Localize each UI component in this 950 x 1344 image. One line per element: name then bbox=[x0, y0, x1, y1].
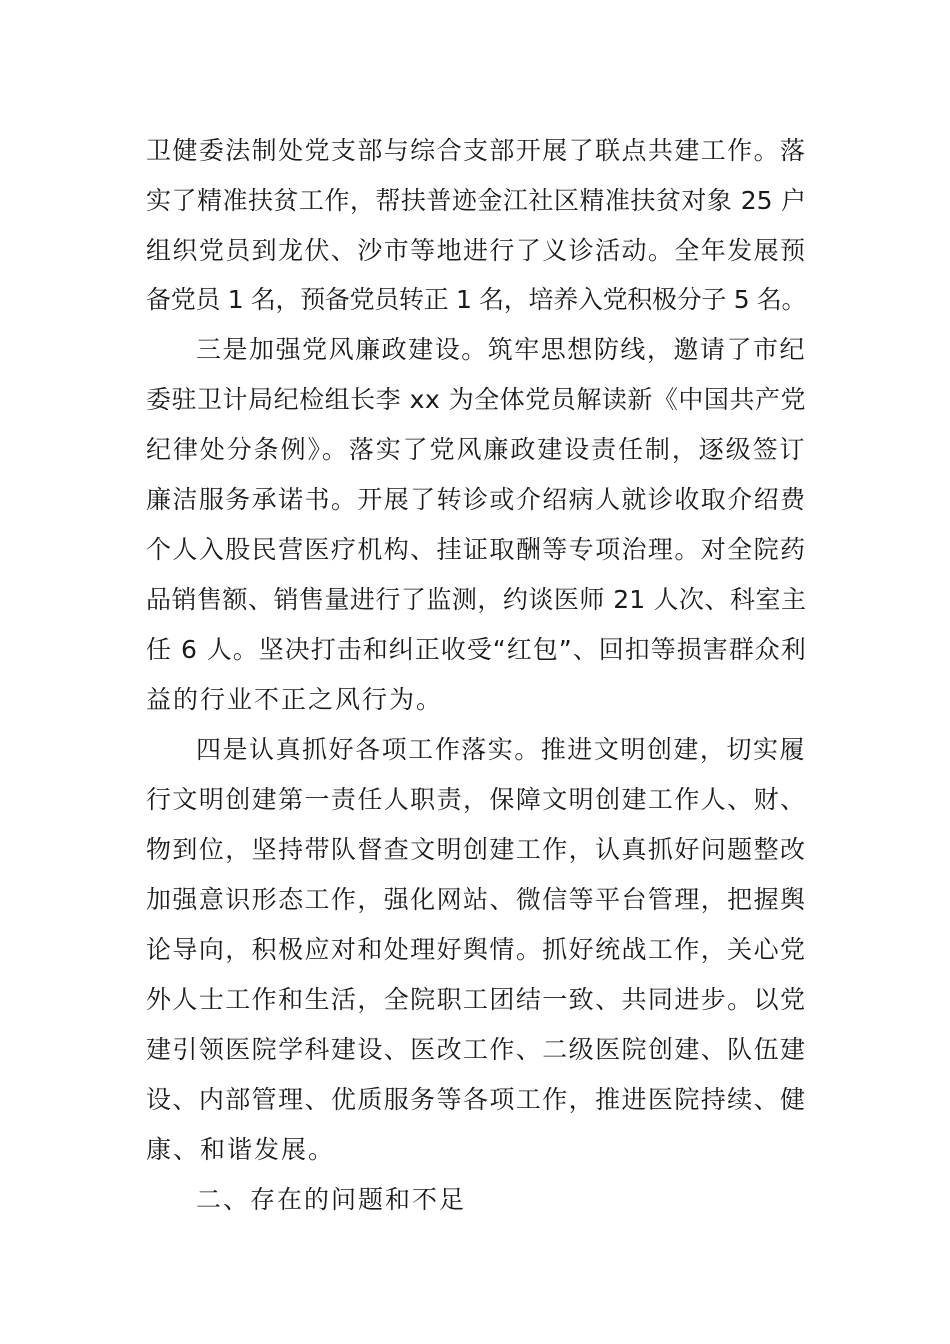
body-text-line: 备党员 1 名，预备党员转正 1 名，培养入党积极分子 5 名。 bbox=[146, 285, 806, 314]
section-heading: 二、存在的问题和不足 bbox=[196, 1185, 467, 1214]
body-text-line: 论导向，积极应对和处理好舆情。抓好统战工作，关心党 bbox=[146, 935, 806, 964]
body-text-line: 实了精准扶贫工作，帮扶普迹金江社区精准扶贫对象 25 户 bbox=[146, 186, 806, 215]
paragraph-first-line: 三是加强党风廉政建设。筑牢思想防线，邀请了市纪 bbox=[196, 335, 806, 364]
body-text-line: 外人士工作和生活，全院职工团结一致、共同进步。以党 bbox=[146, 985, 806, 1014]
body-text-line: 品销售额、销售量进行了监测，约谈医师 21 人次、科室主 bbox=[146, 585, 806, 614]
body-text-line: 廉洁服务承诺书。开展了转诊或介绍病人就诊收取介绍费 bbox=[146, 485, 806, 514]
body-text-line: 建引领医院学科建设、医改工作、二级医院创建、队伍建 bbox=[146, 1035, 806, 1064]
body-text-line: 委驻卫计局纪检组长李 xx 为全体党员解读新《中国共产党 bbox=[146, 385, 806, 414]
body-text-line: 组织党员到龙伏、沙市等地进行了义诊活动。全年发展预 bbox=[146, 236, 806, 265]
body-text-line: 行文明创建第一责任人职责，保障文明创建工作人、财、 bbox=[146, 785, 806, 814]
body-text-line: 物到位，坚持带队督查文明创建工作，认真抓好问题整改 bbox=[146, 835, 806, 864]
body-text-line: 卫健委法制处党支部与综合支部开展了联点共建工作。落 bbox=[146, 136, 806, 165]
body-text-line: 纪律处分条例》。落实了党风廉政建设责任制，逐级签订 bbox=[146, 435, 806, 464]
body-text-line: 康、和谐发展。 bbox=[146, 1135, 336, 1164]
body-text-line: 益的行业不正之风行为。 bbox=[146, 685, 444, 714]
body-text-line: 任 6 人。坚决打击和纠正收受“红包”、回扣等损害群众利 bbox=[146, 635, 807, 664]
paragraph-first-line: 四是认真抓好各项工作落实。推进文明创建，切实履 bbox=[196, 735, 806, 764]
body-text-line: 加强意识形态工作，强化网站、微信等平台管理，把握舆 bbox=[146, 885, 806, 914]
body-text-line: 个人入股民营医疗机构、挂证取酬等专项治理。对全院药 bbox=[146, 535, 806, 564]
body-text-line: 设、内部管理、优质服务等各项工作，推进医院持续、健 bbox=[146, 1085, 806, 1114]
